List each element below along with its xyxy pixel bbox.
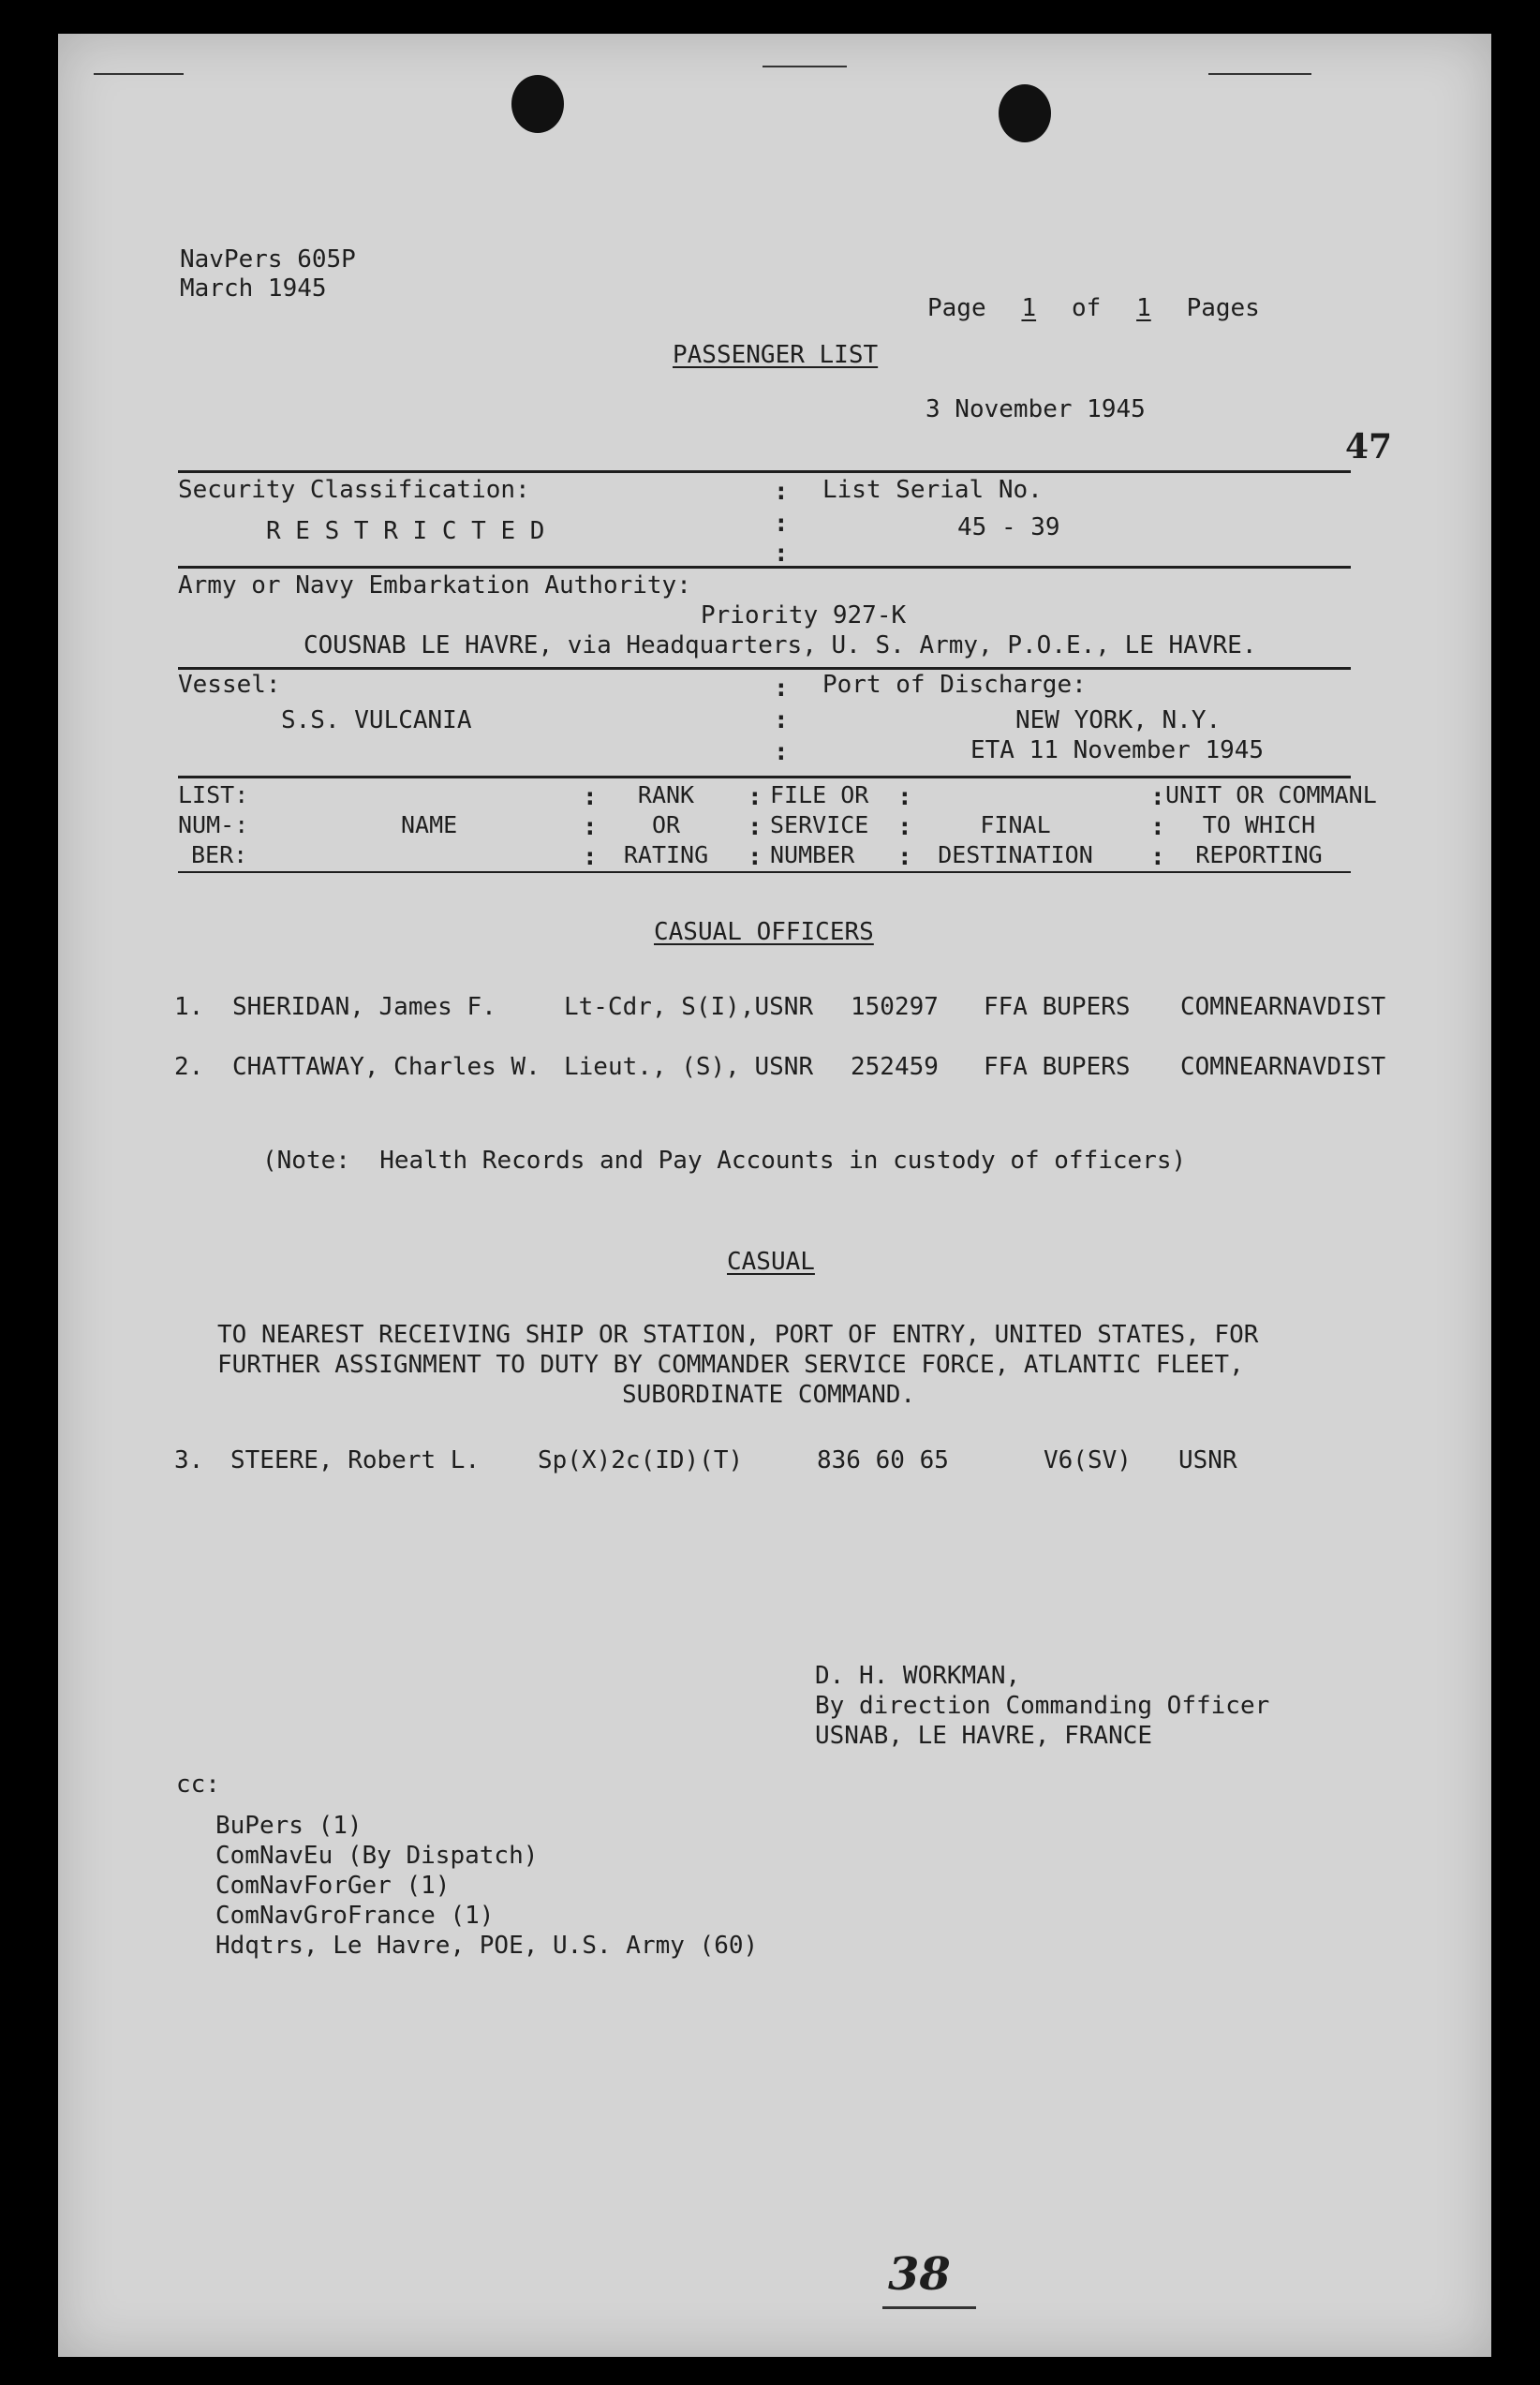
divider-colon: :: [1150, 813, 1165, 841]
handwritten-underline: [882, 2306, 976, 2309]
col-file-3: NUMBER: [770, 841, 855, 868]
col-file-1: FILE OR: [770, 781, 869, 808]
cc-item: ComNavForGer (1): [215, 1872, 451, 1900]
col-destination-1: FINAL: [980, 811, 1051, 838]
divider-colon: :: [583, 813, 598, 841]
col-rank-2: OR: [651, 811, 681, 838]
instruction-line-1: TO NEAREST RECEIVING SHIP OR STATION, PORT OF ENTRY, UNITED STATES, FOR: [217, 1321, 1259, 1349]
divider-colon: :: [774, 674, 789, 703]
security-value: R E S T R I C T E D: [266, 517, 545, 545]
authority-priority: Priority 927-K: [701, 601, 907, 630]
instruction-line-3: SUBORDINATE COMMAND.: [622, 1381, 916, 1409]
row-file: 150297: [851, 993, 939, 1021]
cc-label: cc:: [176, 1770, 220, 1799]
row-rank: Sp(X)2c(ID)(T): [538, 1446, 744, 1474]
row-class: V6(SV): [1044, 1446, 1132, 1474]
document-page: [58, 34, 1491, 2357]
discharge-port: NEW YORK, N.Y.: [1015, 706, 1222, 734]
handwritten-page-number: 38: [888, 2248, 951, 2301]
discharge-label: Port of Discharge:: [822, 671, 1087, 699]
divider-colon: :: [774, 738, 789, 766]
rule: [178, 871, 1351, 873]
section-heading-casual: CASUAL: [727, 1248, 815, 1276]
page-indicator: Page 1 of 1 Pages: [927, 294, 1260, 322]
divider-colon: :: [748, 843, 763, 871]
col-name: NAME: [401, 811, 458, 838]
divider-colon: :: [1150, 843, 1165, 871]
divider-colon: :: [748, 783, 763, 811]
list-date: 3 November 1945: [925, 395, 1146, 423]
row-unit: COMNEARNAVDIST: [1180, 1053, 1386, 1081]
divider-colon: :: [748, 813, 763, 841]
divider-colon: :: [583, 843, 598, 871]
vessel-value: S.S. VULCANIA: [281, 706, 472, 734]
row-file: 836 60 65: [817, 1446, 949, 1474]
serial-label: List Serial No.: [822, 476, 1043, 504]
punch-hole-left: [511, 75, 564, 133]
divider-colon: :: [774, 706, 789, 734]
authority-label: Army or Navy Embarkation Authority:: [178, 571, 691, 600]
punch-hole-right: [999, 84, 1051, 142]
col-file-2: SERVICE: [770, 811, 869, 838]
document-title: PASSENGER LIST: [673, 341, 879, 369]
form-date: March 1945: [180, 274, 327, 303]
rule: [178, 566, 1351, 569]
col-rank-1: RANK: [637, 781, 695, 808]
col-destination-2: DESTINATION: [938, 841, 1093, 868]
row-name: SHERIDAN, James F.: [232, 993, 496, 1021]
rule: [178, 776, 1351, 778]
signature-command: USNAB, LE HAVRE, FRANCE: [815, 1722, 1153, 1750]
col-unit-2: TO WHICH: [1202, 811, 1316, 838]
divider-colon: :: [774, 510, 789, 538]
row-rank: Lieut., (S), USNR: [564, 1053, 814, 1081]
row-file: 252459: [851, 1053, 939, 1081]
divider-colon: :: [583, 783, 598, 811]
col-rank-3: RATING: [623, 841, 709, 868]
row-unit: COMNEARNAVDIST: [1180, 993, 1386, 1021]
row-name: CHATTAWAY, Charles W.: [232, 1053, 540, 1081]
divider-colon: :: [897, 843, 912, 871]
binder-mark-right: [1208, 73, 1311, 75]
col-list-1: LIST:: [178, 781, 249, 808]
rule-top: [178, 470, 1351, 473]
row-component: USNR: [1178, 1446, 1237, 1474]
col-list-2: NUM-:: [178, 811, 249, 838]
col-list-3: BER:: [191, 841, 248, 868]
row-rank: Lt-Cdr, S(I),USNR: [564, 993, 814, 1021]
row-destination: FFA BUPERS: [984, 993, 1131, 1021]
row-destination: FFA BUPERS: [984, 1053, 1131, 1081]
row-name: STEERE, Robert L.: [230, 1446, 481, 1474]
discharge-eta: ETA 11 November 1945: [970, 736, 1265, 764]
cc-item: BuPers (1): [215, 1812, 363, 1840]
binder-mark-center: [763, 66, 847, 67]
rule: [178, 667, 1351, 670]
cc-item: ComNavGroFrance (1): [215, 1902, 495, 1930]
divider-colon: :: [1150, 783, 1165, 811]
cc-item: ComNavEu (By Dispatch): [215, 1842, 539, 1870]
col-unit-3: REPORTING: [1195, 841, 1323, 868]
row-number: 2.: [174, 1053, 204, 1081]
serial-value: 45 - 39: [957, 513, 1060, 541]
folio-number: 47: [1345, 427, 1393, 467]
form-code: NavPers 605P: [180, 245, 356, 274]
section-heading-officers: CASUAL OFFICERS: [654, 918, 874, 946]
row-number: 1.: [174, 993, 204, 1021]
divider-colon: :: [897, 813, 912, 841]
note: (Note: Health Records and Pay Accounts in custody of officers): [262, 1147, 1187, 1175]
signature-name: D. H. WORKMAN,: [815, 1662, 1021, 1690]
divider-colon: :: [774, 478, 789, 506]
authority-line: COUSNAB LE HAVRE, via Headquarters, U. S. Army, P.O.E., LE HAVRE.: [304, 631, 1257, 659]
security-label: Security Classification:: [178, 476, 530, 504]
divider-colon: :: [774, 540, 789, 568]
divider-colon: :: [897, 783, 912, 811]
row-number: 3.: [174, 1446, 204, 1474]
vessel-label: Vessel:: [178, 671, 281, 699]
col-unit-1: UNIT OR COMMANL: [1165, 781, 1377, 808]
binder-mark-left: [94, 73, 184, 75]
cc-item: Hdqtrs, Le Havre, POE, U.S. Army (60): [215, 1932, 759, 1960]
signature-authority: By direction Commanding Officer: [815, 1692, 1270, 1720]
instruction-line-2: FURTHER ASSIGNMENT TO DUTY BY COMMANDER SERVICE FORCE, ATLANTIC FLEET,: [217, 1351, 1244, 1379]
